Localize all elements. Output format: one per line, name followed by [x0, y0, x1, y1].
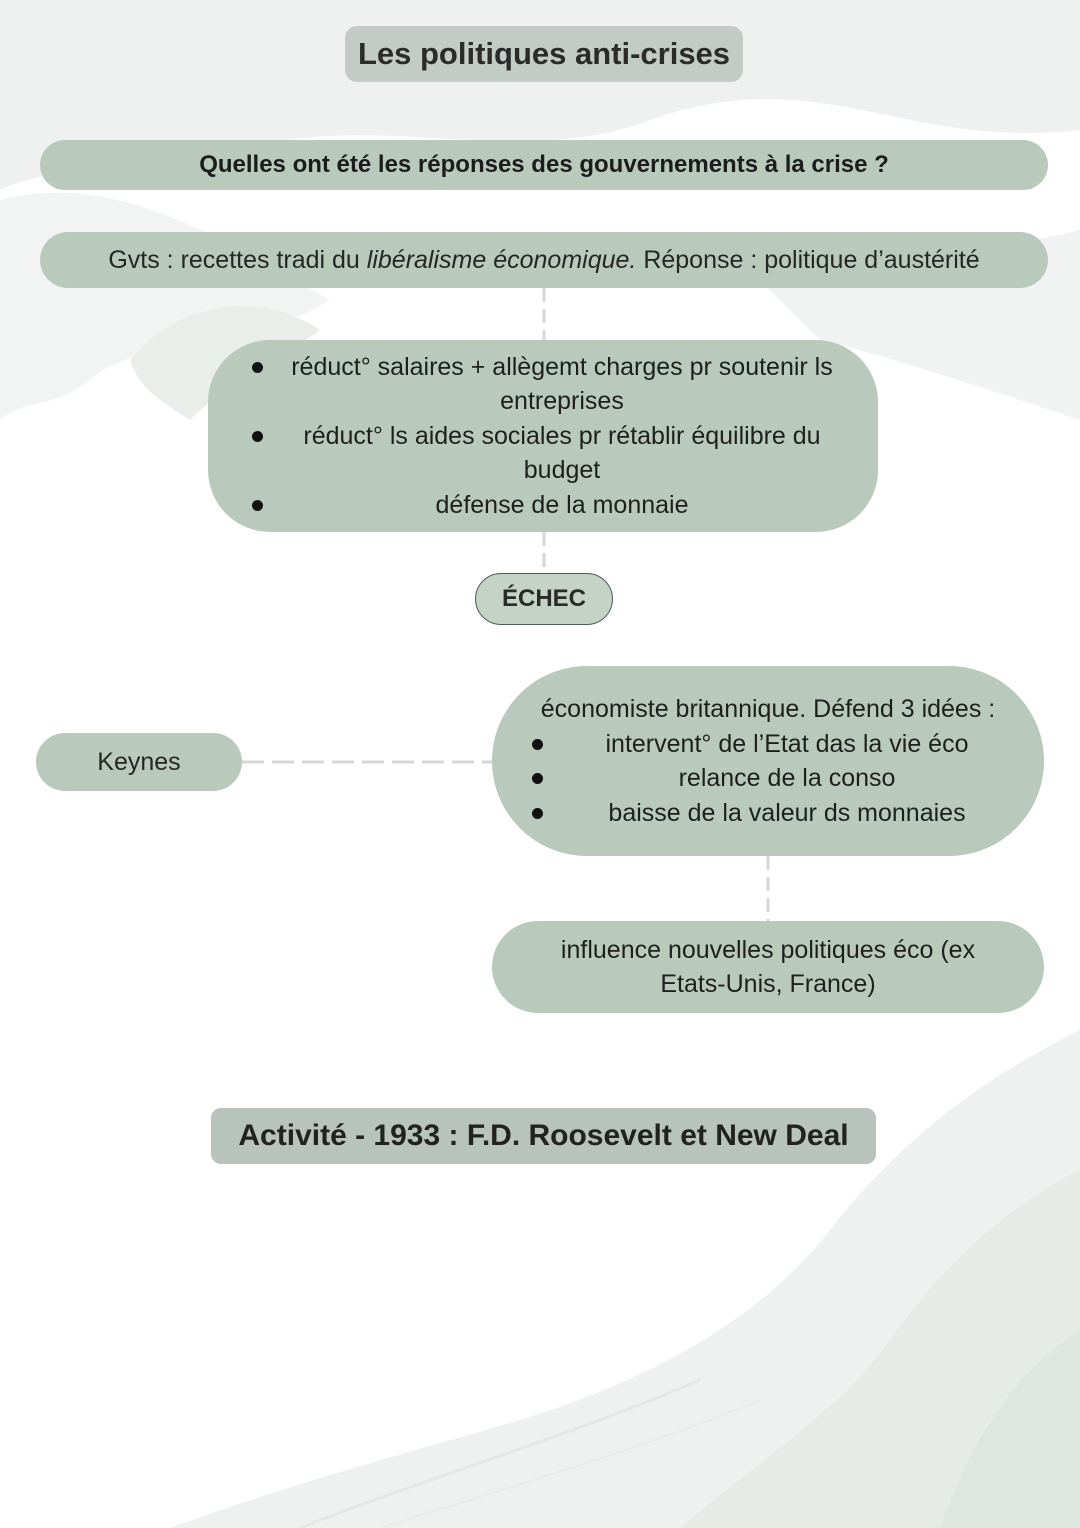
gvts-response-node [40, 232, 1048, 288]
activity-heading [211, 1108, 876, 1164]
influence-text: influence nouvelles politiques éco (ex Etats-Unis, France) [560, 935, 976, 998]
list-item [518, 796, 1018, 831]
keynes-name: Keynes [97, 747, 181, 776]
gvts-emphasis: libéralisme économique. [366, 245, 637, 274]
bullet-icon [252, 362, 263, 373]
gvts-line [108, 246, 979, 275]
bullet-icon [532, 739, 543, 750]
question-node [40, 140, 1048, 190]
echec-node [475, 573, 613, 625]
list-item [518, 761, 1018, 796]
idea-text: baisse de la valeur ds monnaies [608, 798, 966, 827]
list-item [518, 727, 1018, 762]
idea-text: intervent° de l’Etat das la vie éco [605, 729, 969, 758]
question-text: Quelles ont été les réponses des gouvernements à la crise ? [199, 151, 889, 178]
austerity-measures-node [208, 340, 878, 532]
measure-text: défense de la monnaie [435, 490, 689, 519]
measure-text: réduct° ls aides sociales pr rétablir équilibre du budget [303, 421, 821, 485]
austerity-measures-list [238, 350, 848, 523]
idea-text: relance de la conso [678, 764, 896, 792]
bullet-icon [532, 773, 543, 784]
bullet-icon [532, 808, 543, 819]
influence-node [492, 921, 1044, 1013]
keynes-intro: économiste britannique. Défend 3 idées : [540, 695, 996, 723]
echec-text: ÉCHEC [501, 585, 586, 612]
keynes-ideas-content [518, 692, 1018, 830]
bullet-icon [252, 431, 263, 442]
list-item [238, 350, 848, 419]
keynes-ideas-node [492, 666, 1044, 856]
page-title [345, 26, 743, 82]
list-item [238, 488, 848, 523]
gvts-prefix: Gvts : recettes tradi du [108, 245, 367, 274]
activity-text: Activité - 1933 : F.D. Roosevelt et New Deal [238, 1119, 849, 1152]
bullet-icon [252, 500, 263, 511]
keynes-ideas-list [518, 727, 1018, 831]
measure-text: réduct° salaires + allègemt charges pr soutenir ls entreprises [291, 352, 833, 416]
list-item [238, 419, 848, 488]
page-title-text: Les politiques anti-crises [357, 36, 731, 71]
keynes-node [36, 733, 242, 791]
gvts-suffix: Réponse : politique d’austérité [636, 245, 980, 274]
